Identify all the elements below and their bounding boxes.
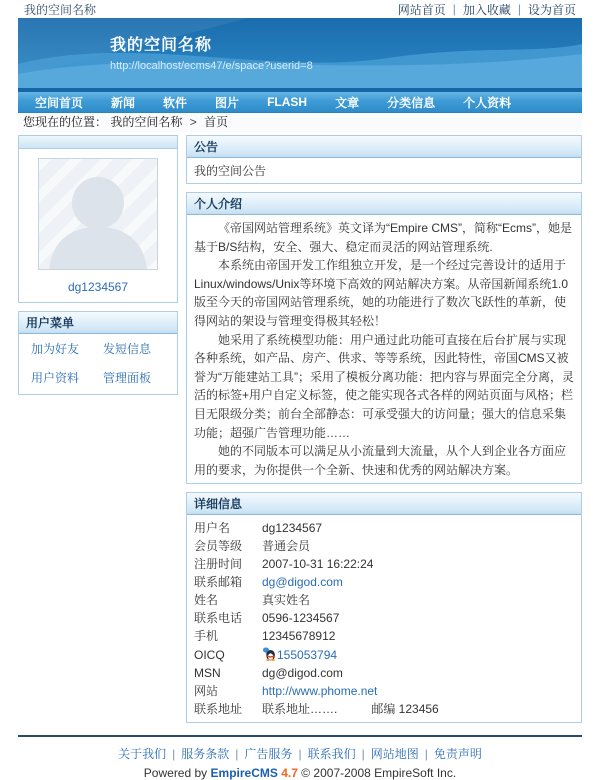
avatar-silhouette-icon [39, 165, 157, 269]
sidebar-username[interactable]: dg1234567 [67, 280, 129, 294]
intro-title: 个人介绍 [187, 193, 581, 215]
announcement-title: 公告 [187, 136, 581, 158]
detail-label: 联系地址 [194, 702, 243, 717]
details-box [186, 492, 582, 723]
oicq-link[interactable]: 155053794 [277, 647, 338, 662]
detail-row-address [194, 700, 574, 718]
banner-text [110, 32, 313, 72]
separator [453, 2, 456, 16]
version-label: 4.7 [281, 766, 298, 780]
detail-value-zipcode: 邮编 123456 [371, 702, 439, 717]
detail-value: 联系地址……. [262, 702, 338, 717]
detail-row-msn [194, 664, 574, 682]
detail-row-oicq [194, 645, 574, 664]
footer-link-terms[interactable]: 服务条款 [181, 747, 230, 762]
separator [172, 747, 175, 761]
powered-by [18, 762, 582, 780]
separator [518, 2, 521, 16]
footer-link-sitemap[interactable]: 网站地图 [370, 747, 419, 762]
topbar-link-set-homepage[interactable]: 设为首页 [527, 2, 576, 17]
empirecms-brand-link[interactable]: EmpireCMS [210, 766, 278, 780]
detail-label: 网站 [194, 684, 219, 699]
detail-label: 注册时间 [194, 557, 243, 572]
avatar [38, 158, 158, 270]
announcement-box [186, 135, 582, 184]
user-menu [19, 334, 177, 394]
detail-label: 姓名 [194, 593, 219, 608]
menu-item-send-message[interactable]: 发短信息 [103, 342, 152, 356]
detail-row-username [194, 519, 574, 537]
breadcrumb-separator [190, 115, 197, 129]
detail-row-real-name [194, 591, 574, 609]
detail-label: 用户名 [194, 521, 231, 536]
nav-item-flash[interactable]: FLASH [267, 95, 308, 109]
space-url: http://localhost/ecms47/e/space?userid=8 [110, 60, 313, 72]
detail-row-register-time [194, 555, 574, 573]
menu-item-add-friend[interactable]: 加为好友 [31, 342, 80, 356]
detail-value: dg@digod.com [262, 666, 343, 681]
sidebar [18, 135, 178, 403]
intro-paragraph: 她采用了系统模型功能：用户通过此功能可直接在后台扩展与实现各种系统，如产品、房产、供求、等等系统，因此特性，帝国CMS又被誉为“万能建站工具”；采用了模板分离功能：把内容与界面完全分离，灵活的标签+用户自定义标签，使之能实现各式各样的网站页面与风格；栏目无限级分类；前台全部静态：可承受强大的访问量；强大的信息采集功能；超强广告管理功能…… [194, 332, 574, 440]
footer-link-about[interactable]: 关于我们 [118, 747, 167, 762]
separator [235, 747, 238, 761]
topbar-link-home[interactable]: 网站首页 [397, 2, 446, 17]
separator [425, 747, 428, 761]
website-link[interactable]: http://www.phome.net [262, 684, 378, 699]
nav-item-pictures[interactable]: 图片 [215, 95, 240, 110]
nav-item-articles[interactable]: 文章 [335, 95, 360, 110]
detail-value: 普通会员 [262, 539, 311, 554]
detail-label: 会员等级 [194, 539, 243, 554]
content-column [186, 135, 582, 731]
announcement-content: 我的空间公告 [194, 164, 267, 178]
space-title: 我的空间名称 [110, 37, 213, 54]
breadcrumb-current: 首页 [204, 115, 229, 129]
menu-item-user-info[interactable]: 用户资料 [31, 371, 80, 385]
topbar-site-name: 我的空间名称 [24, 2, 97, 17]
user-menu-box [18, 311, 178, 395]
email-link[interactable]: dg@digod.com [262, 575, 343, 590]
intro-paragraph: 《帝国网站管理系统》英文译为“Empire CMS”，简称“Ecms”，她是基于B/S结构，安全、强大、稳定而灵活的网站管理系统. [194, 221, 572, 254]
breadcrumb-prefix: 您现在的位置： [23, 115, 108, 129]
intro-body [187, 215, 581, 483]
detail-value: 0596-1234567 [262, 611, 340, 626]
main-area [18, 132, 582, 731]
breadcrumb [18, 113, 582, 132]
profile-box [18, 135, 178, 303]
nav-item-profile[interactable]: 个人资料 [463, 95, 512, 110]
detail-row-email [194, 573, 574, 591]
qq-icon[interactable] [262, 647, 276, 666]
footer-link-contact[interactable]: 联系我们 [307, 747, 356, 762]
separator [298, 747, 301, 761]
detail-row-website [194, 682, 574, 700]
details-title: 详细信息 [187, 493, 581, 515]
intro-box [186, 192, 582, 484]
topbar-link-favorite[interactable]: 加入收藏 [462, 2, 511, 17]
detail-value: 12345678912 [262, 629, 336, 644]
top-bar [18, 0, 582, 18]
detail-value: 2007-10-31 16:22:24 [262, 557, 374, 572]
separator [362, 747, 365, 761]
nav-item-news[interactable]: 新闻 [111, 95, 136, 110]
detail-label: OICQ [194, 647, 225, 662]
footer-link-disclaimer[interactable]: 免责声明 [433, 747, 482, 762]
detail-value: 真实姓名 [262, 593, 311, 608]
detail-label: 联系邮箱 [194, 575, 243, 590]
profile-box-header [19, 136, 177, 149]
details-body [187, 515, 581, 722]
main-nav [18, 92, 582, 113]
detail-label: 手机 [194, 629, 219, 644]
detail-row-mobile [194, 627, 574, 645]
detail-row-phone [194, 609, 574, 627]
copyright-text: © 2007-2008 EmpireSoft Inc. [301, 766, 457, 780]
nav-item-space-home[interactable]: 空间首页 [35, 95, 84, 110]
detail-value: dg1234567 [262, 521, 323, 536]
space-banner [18, 18, 582, 88]
powered-prefix: Powered by [143, 766, 208, 780]
nav-item-classified-info[interactable]: 分类信息 [387, 95, 436, 110]
footer-link-ads[interactable]: 广告服务 [244, 747, 293, 762]
intro-paragraph: 她的不同版本可以满足从小流量到大流量，从个人到企业各方面应用的要求，为你提供一个全新、快速和优秀的网站解决方案。 [194, 444, 567, 477]
footer-links [18, 737, 582, 762]
detail-label: MSN [194, 666, 221, 681]
topbar-links [398, 1, 576, 18]
menu-item-admin-panel[interactable]: 管理面板 [103, 371, 152, 385]
avatar-wrap [19, 149, 177, 274]
detail-label: 联系电话 [194, 611, 243, 626]
breadcrumb-space-link[interactable]: 我的空间名称 [110, 115, 183, 129]
detail-row-member-level [194, 537, 574, 555]
nav-item-software[interactable]: 软件 [163, 95, 188, 110]
intro-paragraph: 本系统由帝国开发工作组独立开发，是一个经过完善设计的适用于Linux/windows/Unix等环境下高效的网站解决方案。从帝国新闻系统1.0版至今天的帝国网站管理系统，她的功能进行了数次飞跃性的革新，使得网站的架设与管理变得极其轻松！ [194, 258, 569, 328]
user-menu-title: 用户菜单 [19, 312, 177, 334]
